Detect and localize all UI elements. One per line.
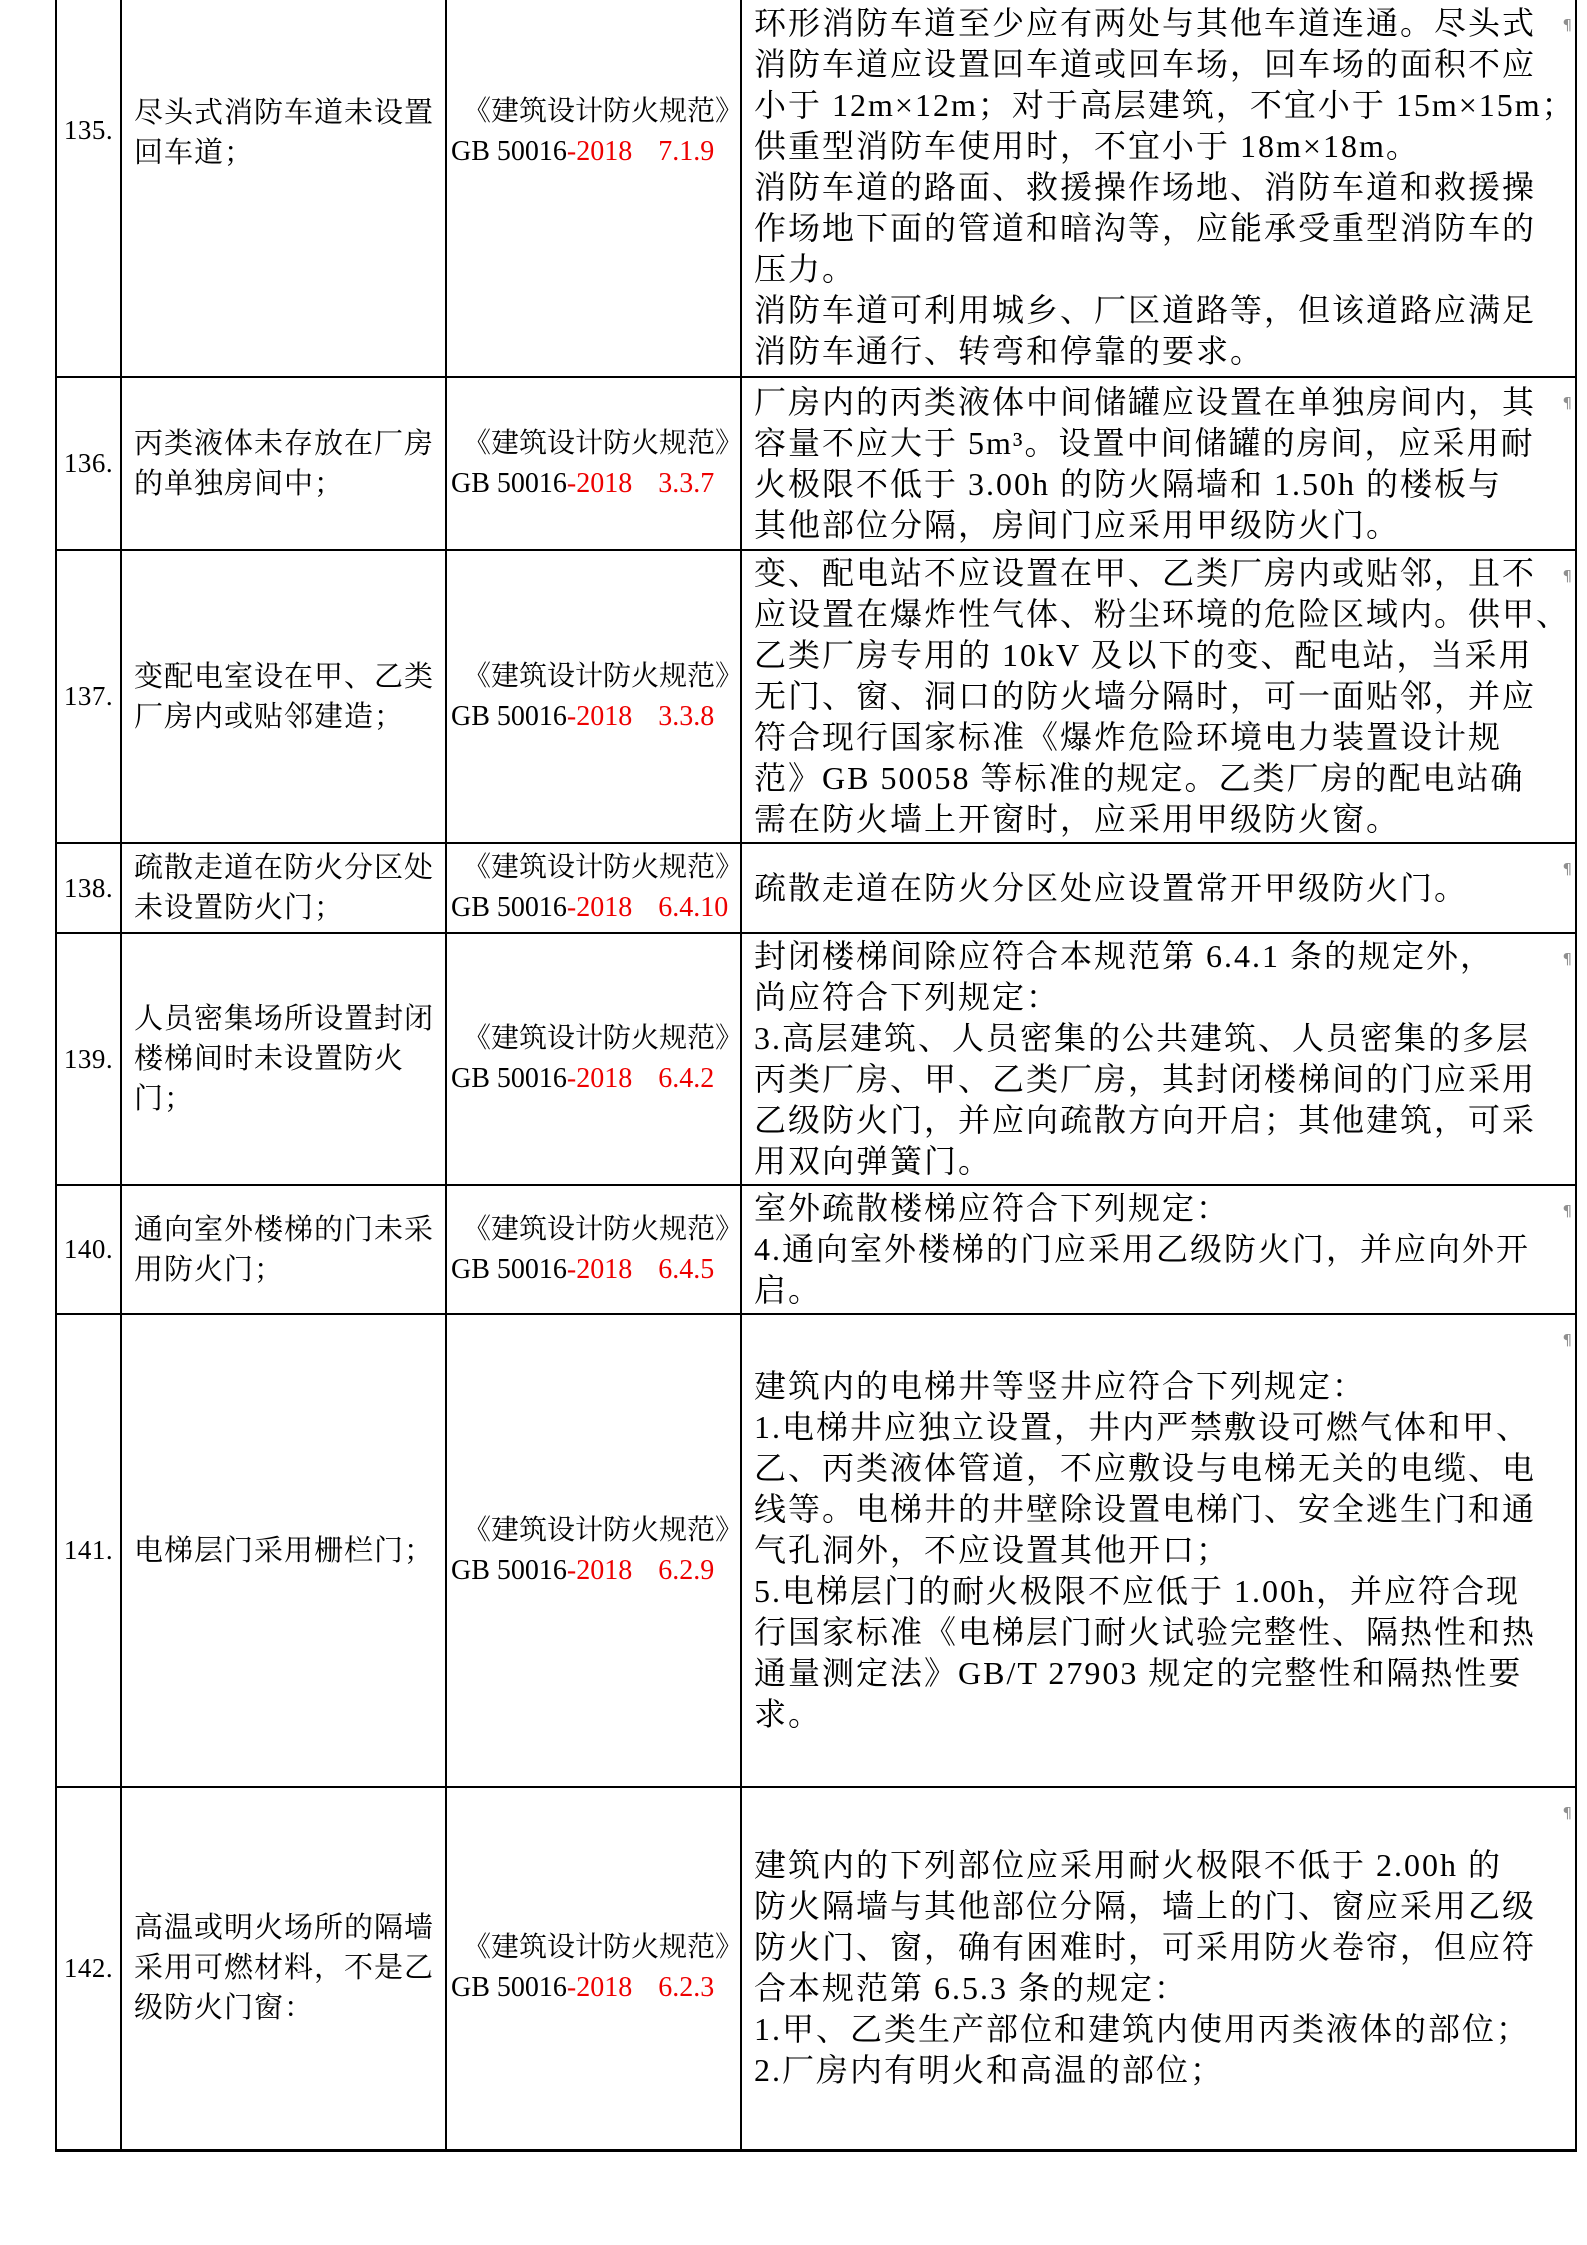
reference-cell: [446, 1787, 744, 2150]
table-row: [56, 1787, 1576, 2150]
reference-code-line: [451, 132, 738, 172]
reference-cell: [446, 1314, 744, 1787]
reference-code: GB 50016: [451, 700, 567, 732]
problem-cell: [121, 377, 446, 550]
detail-line: 封闭楼梯间除应符合本规范第 6.4.1 条的规定外，: [754, 938, 1495, 974]
detail-line: 1.电梯井应独立设置，井内严禁敷设可燃气体和甲、: [754, 1409, 1531, 1445]
paragraph-mark-icon: ¶: [1562, 567, 1572, 585]
reference-title: 《建筑设计防火规范》: [463, 1023, 744, 1054]
reference-title: 《建筑设计防火规范》: [463, 1213, 744, 1245]
detail-line: 1.甲、乙类生产部位和建筑内使用丙类液体的部位；: [754, 2011, 1531, 2048]
row-number-cell: [56, 843, 121, 933]
detail-line: 防火隔墙与其他部位分隔，墙上的门、窗应采用乙级: [754, 1888, 1537, 1925]
row-number: 142.: [63, 1952, 114, 1983]
detail-line: 合本规范第 6.5.3 条的规定：: [754, 1970, 1189, 2007]
row-number-cell: [56, 0, 121, 377]
reference-cell: [446, 377, 744, 550]
details-text: [754, 1188, 1561, 1311]
problem-line: 变配电室设在甲、乙类: [134, 660, 435, 693]
detail-line: 容量不应大于 5m³。设置中间储罐的房间，应采用耐: [754, 424, 1535, 461]
row-number: 139.: [63, 1043, 114, 1074]
problem-line: 楼梯间时未设置防火: [134, 1043, 405, 1075]
detail-line: 尚应符合下列规定：: [754, 979, 1061, 1015]
details-cell: [741, 0, 1576, 377]
reference-title: 《建筑设计防火规范》: [463, 852, 744, 883]
detail-line: 变、配电站不应设置在甲、乙类厂房内或贴邻，且不: [754, 555, 1537, 591]
reference-cell: [446, 933, 744, 1185]
detail-line: 作场地下面的管道和暗沟等，应能承受重型消防车的: [754, 210, 1537, 246]
reference-code: GB 50016: [451, 1554, 567, 1586]
reference-code-line: [451, 697, 738, 737]
detail-line: 火极限不低于 3.00h 的防火隔墙和 1.50h 的楼板与: [754, 465, 1503, 502]
detail-line: 室外疏散楼梯应符合下列规定：: [754, 1190, 1231, 1226]
detail-line: 建筑内的下列部位应采用耐火极限不低于 2.00h 的: [754, 1847, 1503, 1884]
details-text: [754, 3, 1576, 372]
detail-line: 乙类厂房专用的 10kV 及以下的变、配电站，当采用: [754, 637, 1533, 673]
details-text: [754, 1366, 1561, 1735]
reference-cell: [446, 1185, 744, 1314]
detail-line: 气孔洞外，不应设置其他开口；: [754, 1532, 1231, 1568]
detail-line: 丙类厂房、甲、乙类厂房，其封闭楼梯间的门应采用: [754, 1061, 1537, 1097]
reference-title: 《建筑设计防火规范》: [463, 1932, 744, 1964]
reference-code-line: [451, 888, 738, 928]
row-number: 137.: [63, 681, 114, 711]
reference-code-line: [451, 464, 738, 504]
paragraph-mark-icon: ¶: [1562, 1202, 1572, 1220]
reference-cell: [446, 843, 744, 933]
reference-section: 7.1.9: [658, 135, 715, 167]
reference-year: -2018: [566, 1554, 633, 1586]
paragraph-mark-icon: ¶: [1562, 1804, 1572, 1822]
problem-line: 疏散走道在防火分区处: [134, 852, 435, 884]
row-number: 135.: [63, 115, 114, 145]
problem-cell: [121, 0, 446, 377]
details-cell: [741, 1787, 1576, 2150]
reference-section: 6.2.3: [658, 1972, 715, 2004]
details-cell: [741, 377, 1576, 550]
detail-line: 启。: [754, 1272, 823, 1308]
detail-line: 防火门、窗，确有困难时，可采用防火卷帘，但应符: [754, 1929, 1537, 1966]
detail-line: 无门、窗、洞口的防火墙分隔时，可一面贴邻，并应: [754, 678, 1537, 714]
detail-line: 厂房内的丙类液体中间储罐应设置在单独房间内，其: [754, 383, 1537, 420]
detail-line: 供重型消防车使用时，不宜小于 18m×18m。: [754, 128, 1420, 164]
paragraph-mark-icon: ¶: [1562, 1331, 1572, 1349]
reference-section: 3.3.7: [658, 467, 715, 499]
paragraph-mark-icon: ¶: [1562, 394, 1572, 412]
paragraph-mark-icon: ¶: [1562, 860, 1572, 878]
table-body: [56, 0, 1576, 2150]
detail-line: 符合现行国家标准《爆炸危险环境电力装置设计规: [754, 719, 1503, 755]
reference-code: GB 50016: [451, 467, 567, 499]
details-text: [754, 1845, 1561, 2091]
detail-line: 5.电梯层门的耐火极限不应低于 1.00h，并应符合现: [754, 1573, 1521, 1609]
regulations-table: [55, 0, 1577, 2152]
reference-section: 6.4.10: [658, 892, 729, 923]
reference-code-line: [451, 1250, 738, 1290]
problem-cell: [121, 1314, 446, 1787]
reference-code: GB 50016: [451, 1253, 567, 1285]
reference-cell: [446, 0, 744, 377]
problem-line: 采用可燃材料，不是乙: [134, 1952, 435, 1985]
row-number-cell: [56, 550, 121, 843]
detail-line: 3.高层建筑、人员密集的公共建筑、人员密集的多层: [754, 1020, 1531, 1056]
detail-line: 4.通向室外楼梯的门应采用乙级防火门，并应向外开: [754, 1231, 1531, 1267]
details-text: [754, 553, 1571, 840]
details-text: [754, 936, 1561, 1182]
table-row: [56, 1314, 1576, 1787]
reference-code: GB 50016: [451, 135, 567, 167]
detail-line: 疏散走道在防火分区处应设置常开甲级防火门。: [754, 869, 1469, 906]
details-cell: [741, 1185, 1576, 1314]
reference-code: GB 50016: [451, 1063, 567, 1094]
reference-title: 《建筑设计防火规范》: [463, 95, 744, 127]
reference-year: -2018: [566, 892, 633, 923]
problem-cell: [121, 843, 446, 933]
detail-line: 消防车通行、转弯和停靠的要求。: [754, 333, 1265, 369]
problem-line: 人员密集场所设置封闭: [134, 1003, 435, 1035]
reference-year: -2018: [566, 1972, 633, 2004]
detail-line: 消防车道可利用城乡、厂区道路等，但该道路应满足: [754, 292, 1537, 328]
detail-line: 乙级防火门，并应向疏散方向开启；其他建筑，可采: [754, 1102, 1537, 1138]
row-number: 138.: [63, 872, 114, 903]
problem-line: 回车道；: [134, 136, 255, 169]
problem-line: 高温或明火场所的隔墙: [134, 1912, 435, 1945]
reference-code: GB 50016: [451, 892, 567, 923]
detail-line: 建筑内的电梯井等竖井应符合下列规定：: [754, 1368, 1367, 1404]
table-row: [56, 377, 1576, 550]
table-row: [56, 0, 1576, 377]
details-text: [754, 382, 1561, 546]
detail-line: 范》GB 50058 等标准的规定。乙类厂房的配电站确: [754, 760, 1525, 796]
detail-line: 压力。: [754, 251, 857, 287]
problem-line: 丙类液体未存放在厂房: [134, 427, 435, 460]
detail-line: 消防车道的路面、救援操作场地、消防车道和救援操: [754, 169, 1537, 205]
problem-line: 电梯层门采用栅栏门；: [134, 1534, 435, 1567]
reference-title: 《建筑设计防火规范》: [463, 660, 744, 692]
row-number-cell: [56, 1314, 121, 1787]
detail-line: 环形消防车道至少应有两处与其他车道连通。尽头式: [754, 5, 1537, 41]
reference-year: -2018: [566, 700, 633, 732]
reference-code-line: [451, 1059, 738, 1099]
table-row: [56, 933, 1576, 1185]
row-number-cell: [56, 1185, 121, 1314]
detail-line: 用双向弹簧门。: [754, 1143, 993, 1179]
problem-cell: [121, 933, 446, 1185]
problem-cell: [121, 1185, 446, 1314]
reference-section: 3.3.8: [658, 700, 715, 732]
problem-line: 尽头式消防车道未设置: [134, 96, 435, 129]
reference-cell: [446, 550, 744, 843]
reference-year: -2018: [566, 1063, 633, 1094]
table-row: [56, 550, 1576, 843]
reference-year: -2018: [566, 135, 633, 167]
detail-line: 通量测定法》GB/T 27903 规定的完整性和隔热性要: [754, 1655, 1523, 1691]
reference-section: 6.4.2: [658, 1063, 715, 1094]
problem-cell: [121, 1787, 446, 2150]
details-cell: [741, 1314, 1576, 1787]
details-cell: [741, 550, 1576, 843]
reference-title: 《建筑设计防火规范》: [463, 1514, 744, 1546]
detail-line: 小于 12m×12m；对于高层建筑，不宜小于 15m×15m；: [754, 87, 1576, 123]
reference-title: 《建筑设计防火规范》: [463, 427, 744, 459]
details-cell: [741, 843, 1576, 933]
problem-line: 的单独房间中；: [134, 467, 345, 500]
details-text: [754, 868, 1561, 909]
reference-year: -2018: [566, 1253, 633, 1285]
row-number-cell: [56, 1787, 121, 2150]
detail-line: 其他部位分隔，房间门应采用甲级防火门。: [754, 506, 1401, 543]
row-number: 140.: [63, 1234, 114, 1264]
detail-line: 应设置在爆炸性气体、粉尘环境的危险区域内。供甲、: [754, 596, 1571, 632]
reference-code: GB 50016: [451, 1972, 567, 2004]
problem-line: 通向室外楼梯的门未采: [134, 1213, 435, 1246]
table-row: [56, 1185, 1576, 1314]
details-cell: [741, 933, 1576, 1185]
detail-line: 2.厂房内有明火和高温的部位；: [754, 2052, 1225, 2089]
problem-line: 未设置防火门；: [134, 892, 345, 924]
detail-line: 线等。电梯井的井壁除设置电梯门、安全逃生门和通: [754, 1491, 1537, 1527]
table-row: [56, 843, 1576, 933]
paragraph-mark-icon: ¶: [1562, 16, 1572, 34]
problem-line: 厂房内或贴邻建造；: [134, 700, 405, 733]
reference-section: 6.4.5: [658, 1253, 715, 1285]
detail-line: 求。: [754, 1696, 823, 1732]
problem-line: 用防火门；: [134, 1253, 285, 1286]
reference-section: 6.2.9: [658, 1554, 715, 1586]
detail-line: 行国家标准《电梯层门耐火试验完整性、隔热性和热: [754, 1614, 1537, 1650]
row-number: 141.: [63, 1535, 114, 1565]
detail-line: 乙、丙类液体管道，不应敷设与电梯无关的电缆、电: [754, 1450, 1537, 1486]
problem-line: 门；: [134, 1083, 195, 1115]
row-number: 136.: [63, 448, 114, 478]
reference-year: -2018: [566, 467, 633, 499]
row-number-cell: [56, 933, 121, 1185]
problem-cell: [121, 550, 446, 843]
reference-code-line: [451, 1968, 738, 2008]
paragraph-mark-icon: ¶: [1562, 950, 1572, 968]
row-number-cell: [56, 377, 121, 550]
reference-code-line: [451, 1551, 738, 1591]
detail-line: 需在防火墙上开窗时，应采用甲级防火窗。: [754, 801, 1401, 837]
detail-line: 消防车道应设置回车道或回车场，回车场的面积不应: [754, 46, 1537, 82]
problem-line: 级防火门窗：: [134, 1992, 315, 2025]
